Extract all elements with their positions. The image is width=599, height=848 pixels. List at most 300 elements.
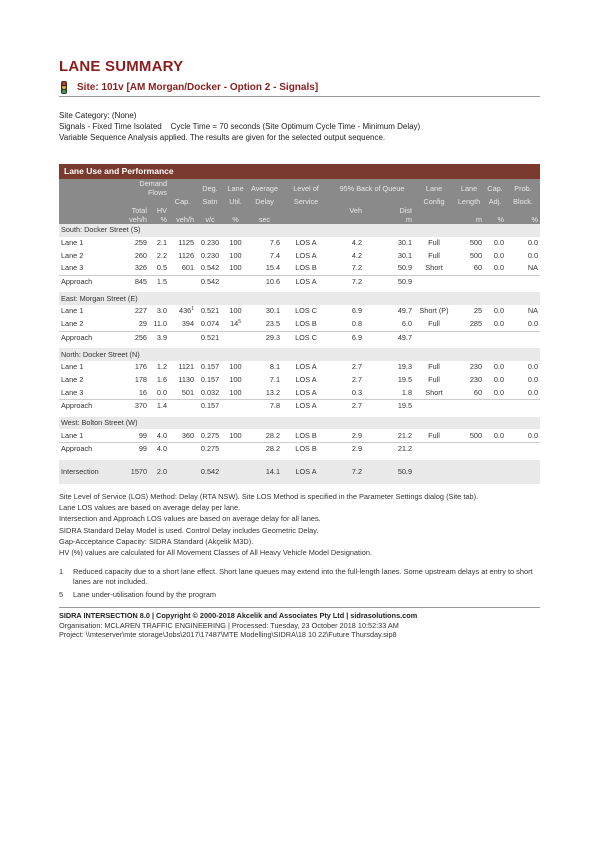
table-body: [59, 224, 540, 484]
lane-label-value: Lane 1: [61, 362, 84, 372]
cell-delay-value: 29.3: [265, 332, 281, 342]
cell-empty: [506, 331, 540, 344]
cell-adj-value: 0.0: [493, 374, 505, 384]
lane-label: [59, 262, 121, 275]
cell-length-value: 60: [473, 387, 483, 397]
footnote-ref: 5: [238, 319, 241, 326]
cell-block: [506, 249, 540, 262]
cell-hv-value: 3.0: [156, 306, 168, 316]
cell-total-value: 99: [138, 430, 147, 440]
lane-label-value: Lane 2: [61, 319, 84, 329]
cell-total: [121, 386, 149, 399]
cell-satn: [196, 374, 224, 387]
note: Site Level of Service (LOS) Method: Delay (RTA NSW). Site LOS Method is specified in the Parameter Settings dialog (Site tab).: [59, 492, 479, 501]
cell-util-value: 14: [230, 319, 239, 329]
cell-delay-value: 7.8: [269, 401, 281, 411]
table-row: [59, 361, 540, 374]
cell-dist: [364, 429, 414, 442]
cell-block: [506, 429, 540, 442]
cell-satn-value: 0.230: [200, 238, 220, 248]
cell-block-value: 0.0: [527, 250, 539, 260]
cell-los: [282, 262, 330, 275]
cell-cap: [169, 249, 196, 262]
cell-los-value: LOS A: [295, 277, 317, 287]
cell-empty: [484, 443, 506, 456]
header-lane-length-1: Lane: [460, 183, 478, 193]
cell-empty: [506, 399, 540, 412]
cell-los: [282, 460, 330, 484]
cell-total: [121, 361, 149, 374]
cell-delay: [247, 275, 282, 288]
cell-empty: [484, 331, 506, 344]
cell-dist-value: 21.2: [397, 444, 413, 454]
cell-dist-value: 19.3: [397, 362, 413, 372]
table-row: [59, 237, 540, 250]
header-cap-adj-2: Adj.: [488, 197, 502, 206]
header-hv: HV: [156, 206, 168, 215]
cell-config: [414, 249, 454, 262]
cell-total: [121, 460, 149, 484]
cell-los-value: LOS A: [295, 238, 317, 248]
cell-cap: [169, 237, 196, 250]
cell-satn: [196, 237, 224, 250]
cell-veh: [330, 318, 364, 331]
cell-los-value: LOS B: [295, 263, 317, 273]
footnotes: [59, 567, 543, 603]
cell-dist: [364, 305, 414, 318]
cell-los: [282, 275, 330, 288]
cell-hv-value: 11.0: [153, 319, 168, 329]
cell-cap: [169, 318, 196, 331]
cell-adj-value: 0.0: [493, 387, 505, 397]
cell-delay: [247, 374, 282, 387]
cell-satn-value: 0.157: [200, 374, 220, 384]
cell-dist: [364, 443, 414, 456]
cell-util: [224, 305, 247, 318]
cell-cap-value: 1121: [178, 362, 195, 372]
cell-satn: [196, 275, 224, 288]
product-line: SIDRA INTERSECTION 8.0 | Copyright © 2000-2018 Akcelik and Associates Pty Ltd | sidrasolutions.com: [59, 611, 418, 620]
page-footer: [59, 607, 540, 640]
cell-util: [224, 361, 247, 374]
cell-dist-value: 30.1: [397, 238, 413, 248]
cell-dist: [364, 249, 414, 262]
unit-m-length: m: [475, 215, 483, 224]
cell-config-value: Short: [425, 263, 443, 273]
cell-total-value: 29: [138, 319, 147, 329]
cell-empty: [506, 443, 540, 456]
cell-veh: [330, 237, 364, 250]
footnote-text: Reduced capacity due to a short lane effect. Short lane queues may extend into the full-length lanes. Some upstream delays at entry to short lanes are not included.: [73, 567, 533, 586]
cell-satn: [196, 361, 224, 374]
cell-empty: [414, 399, 454, 412]
cell-delay-value: 8.1: [269, 362, 281, 372]
cell-veh: [330, 460, 364, 484]
cell-hv-value: 0.0: [156, 387, 168, 397]
cell-los: [282, 429, 330, 442]
approach-label-value: Approach: [61, 277, 93, 287]
cell-empty: [169, 443, 196, 456]
cell-block-value: 0.0: [527, 387, 539, 397]
page-title: LANE SUMMARY: [59, 58, 184, 75]
cell-delay: [247, 460, 282, 484]
lane-label: [59, 249, 121, 262]
approach-label-value: Approach: [61, 444, 93, 454]
cell-empty: [414, 331, 454, 344]
cell-dist-value: 50.9: [397, 467, 413, 477]
cell-dist-value: 49.7: [397, 332, 413, 342]
cell-util: [224, 262, 247, 275]
cell-adj-value: 0.0: [493, 238, 505, 248]
cell-empty: [454, 275, 484, 288]
cell-los-value: LOS A: [295, 387, 317, 397]
cell-total-value: 1570: [130, 467, 147, 477]
cell-length-value: 230: [469, 374, 483, 384]
note: HV (%) values are calculated for All Movement Classes of All Heavy Vehicle Model Designation.: [59, 548, 373, 558]
cell-cap-value: 436: [179, 306, 192, 316]
cell-adj-value: 0.0: [493, 306, 505, 316]
cell-config-value: Short (P): [419, 306, 449, 316]
cell-cap-value: 394: [181, 319, 195, 329]
approach-label-value: Approach: [61, 332, 93, 342]
cell-empty: [414, 443, 454, 456]
header-util: Util.: [229, 197, 242, 206]
cell-los-value: LOS A: [295, 374, 317, 384]
cell-adj: [484, 386, 506, 399]
cell-total-value: 99: [138, 444, 147, 454]
cell-hv: [149, 399, 169, 412]
approach-group-header: [59, 224, 540, 237]
cell-empty: [169, 460, 196, 484]
cell-hv-value: 1.4: [156, 401, 168, 411]
cell-cap: [169, 361, 196, 374]
cell-satn: [196, 305, 224, 318]
cell-util: [224, 318, 247, 331]
cell-hv: [149, 443, 169, 456]
traffic-signal-icon: [61, 81, 67, 94]
cell-total: [121, 318, 149, 331]
cell-los: [282, 399, 330, 412]
cell-util-value: 100: [229, 250, 242, 260]
cell-cap-value: 1130: [178, 374, 195, 384]
cell-empty: [454, 460, 484, 484]
cell-dist-value: 50.9: [397, 277, 413, 287]
cell-hv-value: 1.2: [156, 362, 168, 372]
approach-row: [59, 331, 540, 344]
lane-use-table: [59, 164, 540, 484]
unit-v-c: v/c: [205, 215, 215, 224]
cell-hv-value: 2.2: [156, 250, 168, 260]
header-total: Total: [131, 206, 147, 215]
cell-total: [121, 429, 149, 442]
cell-delay: [247, 361, 282, 374]
cell-hv: [149, 249, 169, 262]
cell-config: [414, 305, 454, 318]
cell-cap: [169, 374, 196, 387]
cell-delay-value: 28.2: [265, 430, 281, 440]
cell-config-value: Full: [428, 430, 440, 440]
cell-los: [282, 361, 330, 374]
cell-adj: [484, 429, 506, 442]
cell-dist: [364, 399, 414, 412]
cell-length: [454, 361, 484, 374]
intersection-row: [59, 460, 540, 484]
cell-veh: [330, 331, 364, 344]
cell-delay: [247, 443, 282, 456]
cell-cap-value: 1125: [178, 238, 195, 248]
cell-total-value: 259: [134, 238, 147, 248]
cell-satn: [196, 386, 224, 399]
cell-satn: [196, 460, 224, 484]
cell-hv: [149, 331, 169, 344]
cell-dist-value: 19.5: [397, 374, 413, 384]
cell-satn: [196, 249, 224, 262]
cell-util-value: 100: [229, 430, 242, 440]
approach-name: North: Docker Street (N): [59, 348, 540, 361]
unit-veh-h: veh/h: [129, 215, 147, 224]
header-average: Average: [250, 183, 279, 193]
cell-veh: [330, 361, 364, 374]
cell-delay: [247, 249, 282, 262]
cell-cap-value: 601: [181, 263, 195, 273]
cell-veh-value: 7.2: [351, 263, 363, 273]
lane-label: [59, 374, 121, 387]
cell-hv: [149, 275, 169, 288]
cell-delay: [247, 318, 282, 331]
cell-hv-value: 1.6: [156, 374, 168, 384]
cell-length: [454, 249, 484, 262]
lane-label: [59, 237, 121, 250]
cell-hv-value: 0.5: [156, 263, 168, 273]
cell-dist-value: 21.2: [397, 430, 413, 440]
cell-total-value: 326: [134, 263, 147, 273]
cell-veh: [330, 443, 364, 456]
cell-hv-value: 2.1: [156, 238, 168, 248]
cell-los-value: LOS C: [295, 306, 317, 316]
table-row: [59, 386, 540, 399]
cell-length: [454, 386, 484, 399]
unit-m-dist: m: [405, 215, 413, 224]
cell-veh-value: 7.2: [351, 467, 363, 477]
site-header: [59, 81, 540, 97]
cell-hv: [149, 386, 169, 399]
cell-config-value: Full: [428, 374, 440, 384]
cell-empty: [169, 331, 196, 344]
cell-adj: [484, 262, 506, 275]
cell-cap: [169, 262, 196, 275]
cell-delay: [247, 429, 282, 442]
cell-util: [224, 386, 247, 399]
header-level-of: Level of: [293, 183, 319, 193]
approach-name: South: Docker Street (S): [59, 224, 540, 237]
cell-hv-value: 3.9: [156, 332, 168, 342]
cell-util-value: 100: [229, 374, 242, 384]
cell-block: [506, 237, 540, 250]
notes: [59, 491, 478, 558]
cell-hv: [149, 460, 169, 484]
cell-satn-value: 0.521: [200, 306, 220, 316]
cell-dist-value: 49.7: [397, 306, 413, 316]
lane-label-value: Lane 2: [61, 250, 84, 260]
header-dist: Dist: [399, 206, 413, 215]
cell-total-value: 256: [134, 332, 147, 342]
cell-satn-value: 0.157: [200, 362, 220, 372]
lane-label: [59, 361, 121, 374]
cell-los: [282, 374, 330, 387]
cell-satn: [196, 429, 224, 442]
cell-hv: [149, 305, 169, 318]
cell-total: [121, 374, 149, 387]
cell-config-value: Full: [428, 238, 440, 248]
cell-veh: [330, 399, 364, 412]
cell-dist: [364, 237, 414, 250]
table-row: [59, 374, 540, 387]
unit-block-pct: %: [531, 215, 539, 224]
cell-block: [506, 374, 540, 387]
cell-los-value: LOS A: [295, 362, 317, 372]
footnote: [59, 567, 543, 587]
lane-label: [59, 318, 121, 331]
cell-empty: [169, 275, 196, 288]
cell-empty: [484, 399, 506, 412]
approach-row: [59, 275, 540, 288]
cell-veh: [330, 429, 364, 442]
cell-veh: [330, 305, 364, 318]
cell-delay-value: 10.6: [265, 277, 281, 287]
cell-delay: [247, 399, 282, 412]
cell-los-value: LOS A: [295, 250, 317, 260]
cell-config-value: Full: [428, 362, 440, 372]
cell-length: [454, 237, 484, 250]
cell-hv: [149, 361, 169, 374]
cell-config: [414, 374, 454, 387]
cell-block: [506, 305, 540, 318]
cell-dist: [364, 374, 414, 387]
cell-cap-value: 501: [181, 387, 195, 397]
cell-adj-value: 0.0: [493, 263, 505, 273]
cell-length-value: 285: [469, 319, 483, 329]
cell-block: [506, 361, 540, 374]
cell-dist: [364, 460, 414, 484]
cell-veh-value: 2.7: [351, 401, 363, 411]
header-veh: Veh: [349, 206, 363, 215]
lane-label-value: Lane 3: [61, 387, 84, 397]
cell-veh-value: 6.9: [351, 332, 363, 342]
cell-satn: [196, 318, 224, 331]
cell-empty: [484, 275, 506, 288]
cell-cap: [169, 429, 196, 442]
cell-veh-value: 0.8: [351, 319, 363, 329]
cell-length: [454, 262, 484, 275]
note: Lane LOS values are based on average delay per lane.: [59, 503, 241, 513]
cell-delay: [247, 237, 282, 250]
cell-delay-value: 15.4: [265, 263, 281, 273]
approach-row: [59, 399, 540, 412]
cell-config: [414, 318, 454, 331]
cell-util: [224, 429, 247, 442]
footnote-text: Lane under-utilisation found by the program: [73, 590, 216, 599]
cell-block-value: 0.0: [527, 238, 539, 248]
cell-empty: [169, 399, 196, 412]
cell-hv: [149, 429, 169, 442]
header-lane: Lane: [227, 183, 244, 193]
cell-satn-value: 0.230: [200, 250, 220, 260]
sequence-analysis: Variable Sequence Analysis applied. The results are given for the selected output sequence.: [59, 133, 386, 142]
cell-length-value: 500: [469, 250, 483, 260]
cell-satn-value: 0.275: [200, 430, 220, 440]
cell-veh-value: 4.2: [351, 238, 363, 248]
cell-satn-value: 0.521: [200, 332, 220, 342]
cell-delay-value: 23.5: [265, 319, 281, 329]
cell-config: [414, 237, 454, 250]
cell-block: [506, 318, 540, 331]
cell-util-value: 100: [229, 362, 242, 372]
cell-hv-value: 2.0: [156, 467, 168, 477]
cell-length-value: 60: [473, 263, 483, 273]
header-prob-1: Prob.: [514, 183, 532, 193]
approach-group-header: [59, 348, 540, 361]
cell-satn-value: 0.542: [200, 467, 220, 477]
cell-empty: [506, 275, 540, 288]
unit-adj-pct: %: [497, 215, 505, 224]
note: Gap-Acceptance Capacity: SIDRA Standard (Akçelik M3D).: [59, 536, 254, 546]
cell-los: [282, 443, 330, 456]
footnote-ref: 1: [191, 306, 195, 313]
approach-group-header: [59, 417, 540, 430]
approach-name: East: Morgan Street (E): [59, 292, 540, 305]
cell-length: [454, 374, 484, 387]
approach-row: [59, 443, 540, 456]
cell-total: [121, 249, 149, 262]
cell-block-value: 0.0: [527, 374, 539, 384]
header-delay: Delay: [255, 197, 274, 206]
cell-delay-value: 14.1: [265, 467, 281, 477]
cell-veh-value: 2.7: [351, 362, 363, 372]
cell-veh-value: 2.9: [351, 430, 363, 440]
cell-satn: [196, 331, 224, 344]
lane-label-value: Lane 1: [61, 306, 84, 316]
cell-dist: [364, 318, 414, 331]
approach-label-value: Approach: [61, 401, 93, 411]
cell-adj: [484, 361, 506, 374]
cell-cap: [169, 305, 196, 318]
cell-util: [224, 249, 247, 262]
cell-veh: [330, 262, 364, 275]
cell-veh-value: 2.9: [351, 444, 363, 454]
approach-label: [59, 275, 121, 288]
table-row: [59, 262, 540, 275]
cell-los: [282, 386, 330, 399]
cell-satn-value: 0.542: [200, 277, 220, 287]
header-lane-length-2: Length: [457, 197, 481, 206]
cell-total-value: 16: [138, 387, 147, 397]
cell-total-value: 260: [134, 250, 147, 260]
cell-total: [121, 305, 149, 318]
cell-total-value: 178: [134, 374, 147, 384]
cell-delay-value: 7.4: [269, 250, 281, 260]
site-title: Site: 101v [AM Morgan/Docker - Option 2 - Signals]: [77, 82, 319, 93]
header-lane-config-2: Config: [423, 197, 445, 206]
note: SIDRA Standard Delay Model is used. Control Delay includes Geometric Delay.: [59, 525, 319, 535]
cell-config-value: Full: [428, 319, 440, 329]
cell-total-value: 845: [134, 277, 147, 287]
cell-hv: [149, 318, 169, 331]
approach-group-header: [59, 292, 540, 305]
cell-util-value: 100: [229, 263, 242, 273]
cell-dist-value: 1.8: [401, 387, 413, 397]
header-deg: Deg.: [202, 183, 218, 193]
cell-util-value: 100: [229, 306, 242, 316]
